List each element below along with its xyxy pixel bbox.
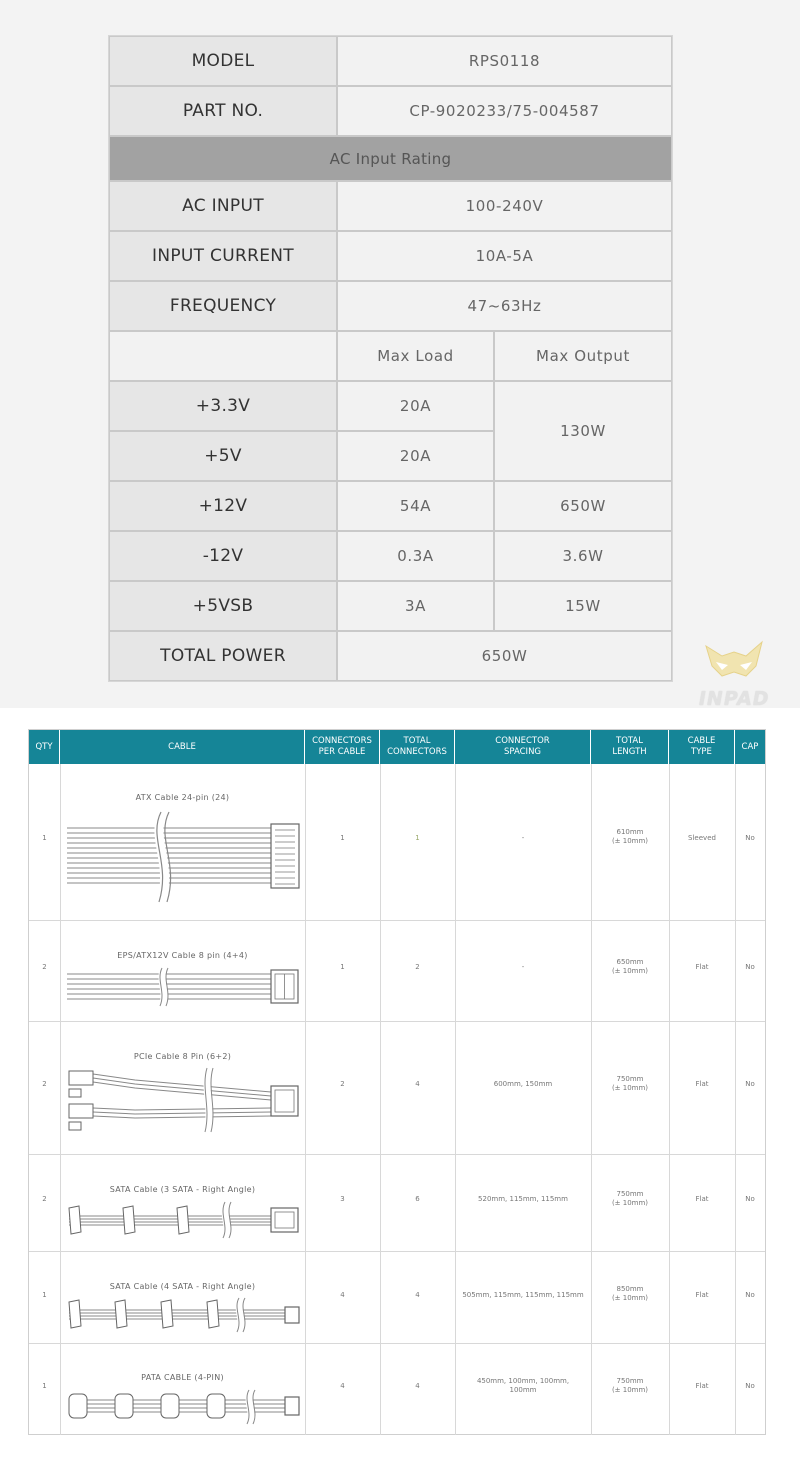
logo-wordmark: INPAD (696, 688, 772, 710)
rail-label: +5VSB (110, 582, 336, 630)
header-total-length: TOTAL LENGTH (591, 730, 669, 764)
total-power-label: TOTAL POWER (110, 632, 336, 680)
row-divider (29, 920, 765, 921)
part-number-label: PART NO. (110, 87, 336, 135)
row-qty: 1 (42, 834, 47, 842)
atx-24pin-cable-diagram (65, 808, 301, 908)
row-total-connectors: 1 (415, 834, 420, 842)
row-cable-type: Flat (695, 963, 709, 971)
header-cap: CAP (735, 730, 765, 764)
combined-output-value: 130W (495, 382, 671, 480)
rail-max-output: 3.6W (495, 532, 671, 580)
row-connector-spacing: 450mm, 100mm, 100mm, 100mm (476, 1377, 570, 1394)
rail-label: -12V (110, 532, 336, 580)
row-total-connectors: 4 (415, 1291, 420, 1299)
pata-4pin-cable-diagram (65, 1390, 301, 1424)
row-cable-type: Flat (695, 1291, 709, 1299)
row-connectors-per-cable: 1 (340, 963, 345, 971)
rail-max-load: 54A (338, 482, 493, 530)
row-divider (29, 1251, 765, 1252)
rail-label: +12V (110, 482, 336, 530)
owl-mascot-icon (692, 632, 776, 692)
row-connector-spacing: - (521, 834, 525, 842)
rail-max-output: 650W (495, 482, 671, 530)
part-number-value: CP-9020233/75-004587 (338, 87, 671, 135)
psu-spec-table (108, 35, 673, 682)
row-cable-type: Sleeved (688, 834, 716, 842)
max-output-header: Max Output (495, 332, 671, 380)
column-divider (591, 764, 592, 1435)
frequency-value: 47~63Hz (338, 282, 671, 330)
row-cap: No (745, 1195, 755, 1203)
row-connectors-per-cable: 1 (340, 834, 345, 842)
inpad-watermark-logo (692, 632, 776, 712)
row-cap: No (745, 1080, 755, 1088)
header-cable-type: CABLE TYPE (669, 730, 735, 764)
frequency-label: FREQUENCY (110, 282, 336, 330)
column-divider (735, 764, 736, 1435)
pcie-8pin-cable-diagram (65, 1068, 301, 1134)
column-divider (455, 764, 456, 1435)
cable-name: SATA Cable (4 SATA - Right Angle) (109, 1282, 256, 1291)
row-total-connectors: 4 (415, 1382, 420, 1390)
sata-3-cable-diagram (65, 1202, 301, 1238)
rail-max-load: 20A (338, 382, 493, 430)
row-total-length: 650mm (± 10mm) (611, 958, 649, 975)
header-connector-spacing: CONNECTOR SPACING (455, 730, 591, 764)
cable-name: ATX Cable 24-pin (24) (135, 793, 230, 802)
row-connectors-per-cable: 2 (340, 1080, 345, 1088)
row-total-connectors: 2 (415, 963, 420, 971)
row-total-length: 750mm (± 10mm) (611, 1190, 649, 1207)
row-connector-spacing: - (521, 963, 525, 971)
rail-max-output: 15W (495, 582, 671, 630)
rail-max-load: 0.3A (338, 532, 493, 580)
rail-label: +3.3V (110, 382, 336, 430)
ac-input-label: AC INPUT (110, 182, 336, 230)
row-connectors-per-cable: 3 (340, 1195, 345, 1203)
input-current-label: INPUT CURRENT (110, 232, 336, 280)
row-total-length: 850mm (± 10mm) (611, 1285, 649, 1302)
row-total-connectors: 4 (415, 1080, 420, 1088)
model-value: RPS0118 (338, 37, 671, 85)
sata-4-cable-diagram (65, 1298, 301, 1332)
total-power-value: 650W (338, 632, 671, 680)
row-total-length: 750mm (± 10mm) (611, 1075, 649, 1092)
ac-input-rating-header: AC Input Rating (110, 137, 671, 180)
row-qty: 2 (42, 1195, 47, 1203)
row-divider (29, 1154, 765, 1155)
row-total-length: 750mm (± 10mm) (611, 1377, 649, 1394)
row-total-length: 610mm (± 10mm) (611, 828, 649, 845)
model-label: MODEL (110, 37, 336, 85)
max-load-header: Max Load (338, 332, 493, 380)
row-divider (29, 1343, 765, 1344)
row-qty: 1 (42, 1382, 47, 1390)
row-cap: No (745, 1291, 755, 1299)
row-connectors-per-cable: 4 (340, 1382, 345, 1390)
rail-header-empty (110, 332, 336, 380)
row-cap: No (745, 834, 755, 842)
cable-name: PATA CABLE (4-PIN) (141, 1373, 224, 1382)
row-qty: 1 (42, 1291, 47, 1299)
column-divider (669, 764, 670, 1435)
cable-specification-table (28, 729, 766, 1435)
row-connector-spacing: 505mm, 115mm, 115mm, 115mm (462, 1291, 584, 1299)
column-divider (380, 764, 381, 1435)
row-connectors-per-cable: 4 (340, 1291, 345, 1299)
header-qty: QTY (29, 730, 60, 764)
input-current-value: 10A-5A (338, 232, 671, 280)
column-divider (60, 764, 61, 1435)
cable-name: PCIe Cable 8 Pin (6+2) (133, 1052, 232, 1061)
row-qty: 2 (42, 963, 47, 971)
row-cable-type: Flat (695, 1382, 709, 1390)
row-cable-type: Flat (695, 1080, 709, 1088)
cable-name: SATA Cable (3 SATA - Right Angle) (109, 1185, 256, 1194)
row-connector-spacing: 520mm, 115mm, 115mm (478, 1195, 568, 1203)
row-connector-spacing: 600mm, 150mm (493, 1080, 553, 1088)
ac-input-value: 100-240V (338, 182, 671, 230)
rail-max-load: 20A (338, 432, 493, 480)
row-total-connectors: 6 (415, 1195, 420, 1203)
rail-label: +5V (110, 432, 336, 480)
column-divider (305, 764, 306, 1435)
cable-name: EPS/ATX12V Cable 8 pin (4+4) (117, 951, 248, 960)
eps-8pin-cable-diagram (65, 968, 301, 1008)
row-cap: No (745, 963, 755, 971)
row-divider (29, 1021, 765, 1022)
row-qty: 2 (42, 1080, 47, 1088)
row-cable-type: Flat (695, 1195, 709, 1203)
header-total-connectors: TOTAL CONNECTORS (380, 730, 455, 764)
rail-max-load: 3A (338, 582, 493, 630)
header-cable: CABLE (60, 730, 305, 764)
header-connectors-per-cable: CONNECTORS PER CABLE (305, 730, 380, 764)
row-cap: No (745, 1382, 755, 1390)
